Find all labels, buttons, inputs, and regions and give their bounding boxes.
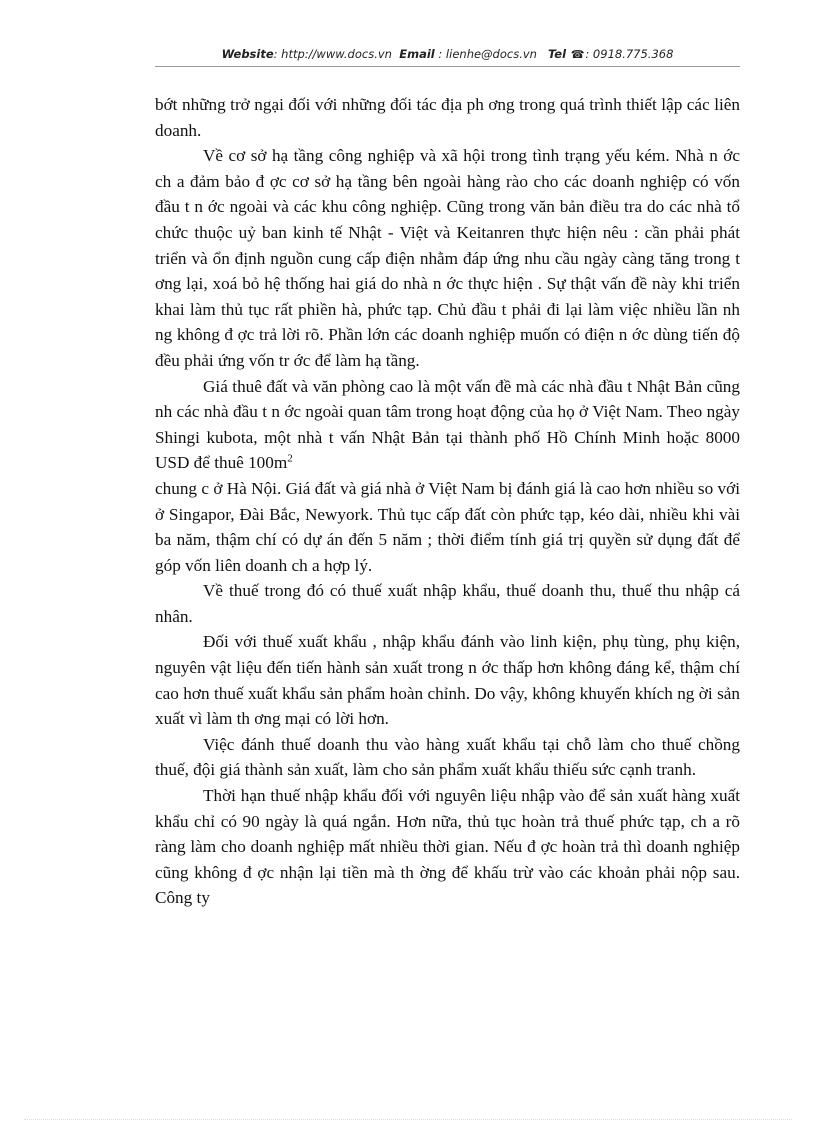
tel-label: Tel [547, 47, 567, 61]
superscript-2: 2 [287, 452, 293, 465]
website-url[interactable]: : http://www.docs.vn [273, 47, 392, 61]
paragraph-6: Việc đánh thuế doanh thu vào hàng xuất khẩu tại chỗ làm cho thuế chồng thuế, đội giá thành sản xuất, làm cho sản phẩm xuất khẩu thiếu sức cạnh tranh. [155, 734, 740, 780]
paragraph-3 [155, 374, 740, 476]
page-header [155, 46, 740, 67]
email-address[interactable]: : lienhe@docs.vn [438, 47, 537, 61]
website-label: Website [221, 47, 274, 61]
phone-icon: ☎ [570, 48, 585, 61]
paragraph-3-text: Giá thuê đất và văn phòng cao là một vấn đề mà các nhà đầu t Nhật Bản cũng nh các nhà đầu t n ớc ngoài quan tâm trong hoạt động của họ ở Việt Nam. Theo ngày Shingi kubota, một nhà t vấn Nhật Bản tại thành phố Hồ Chính Minh hoặc 8000 USD để thuê 100m [155, 376, 740, 473]
paragraph-5: Đối với thuế xuất khẩu , nhập khẩu đánh vào linh kiện, phụ tùng, phụ kiện, nguyên vật liệu đến tiến hành sản xuất trong n ớc thấp hơn không đáng kể, thậm chí cao hơn thuế xuất khẩu sản phẩm hoàn chỉnh. Do vậy, không khuyến khích ng ời sản xuất vì làm th ơng mại có lời hơn. [155, 632, 740, 729]
paragraph-7: Thời hạn thuế nhập khẩu đối với nguyên liệu nhập vào để sản xuất hàng xuất khẩu chỉ có 90 ngày là quá ngắn. Hơn nữa, thủ tục hoàn trả thuế phức tạp, ch a rõ ràng làm cho doanh nghiệp mất nhiều thời gian. Nếu đ ợc hoàn trả thì doanh nghiệp cũng không đ ợc nhận lại tiền mà th ờng để khấu trừ vào các khoản phải nộp sau. Công ty [155, 786, 740, 908]
paragraph-4: Về thuế trong đó có thuế xuất nhập khẩu, thuế doanh thu, thuế thu nhập cá nhân. [155, 581, 740, 626]
tel-number: : 0918.775.368 [585, 47, 674, 61]
paragraph-3-continued: chung c ở Hà Nội. Giá đất và giá nhà ở Việt Nam bị đánh giá là cao hơn nhiều so với ở Singapor, Đài Bắc, Newyork. Thủ tục cấp đất còn phức tạp, kéo dài, nhiều khi vài ba năm, thậm chí có dự án đến 5 năm ; thời điểm tính giá trị quyền sử dụng đất để góp vốn liên doanh ch a hợp lý. [155, 478, 740, 575]
footer-divider [24, 1119, 792, 1120]
email-label: Email [399, 47, 435, 61]
paragraph-1: bớt những trở ngại đối với những đối tác địa ph ơng trong quá trình thiết lập các liên doanh. [155, 95, 740, 140]
document-body [155, 92, 740, 911]
paragraph-2: Về cơ sở hạ tầng công nghiệp và xã hội trong tình trạng yếu kém. Nhà n ớc ch a đảm bảo đ ợc cơ sở hạ tầng bên ngoài hàng rào cho các doanh nghiệp có vốn đầu t n ớc ngoài và các khu công nghiệp. Cũng trong văn bản điều tra do các nhà tổ chức thuộc uỷ ban kinh tế Nhật - Việt và Keitanren thực hiện nêu : cần phải phát triển và ổn định nguồn cung cấp điện nhằm đáp ứng nhu cầu ngày càng tăng trong t ơng lại, xoá bỏ hệ thống hai giá do nhà n ớc thực hiện . Sự thật vấn đề này khi triển khai làm thủ tục rất phiền hà, phức tạp. Chủ đầu t phải đi lại làm việc nhiều lần nh ng không đ ợc trả lời rõ. Phần lớn các doanh nghiệp muốn có điện n ớc dùng tiến độ đều phải ứng vốn tr ớc để làm hạ tầng. [155, 146, 740, 370]
